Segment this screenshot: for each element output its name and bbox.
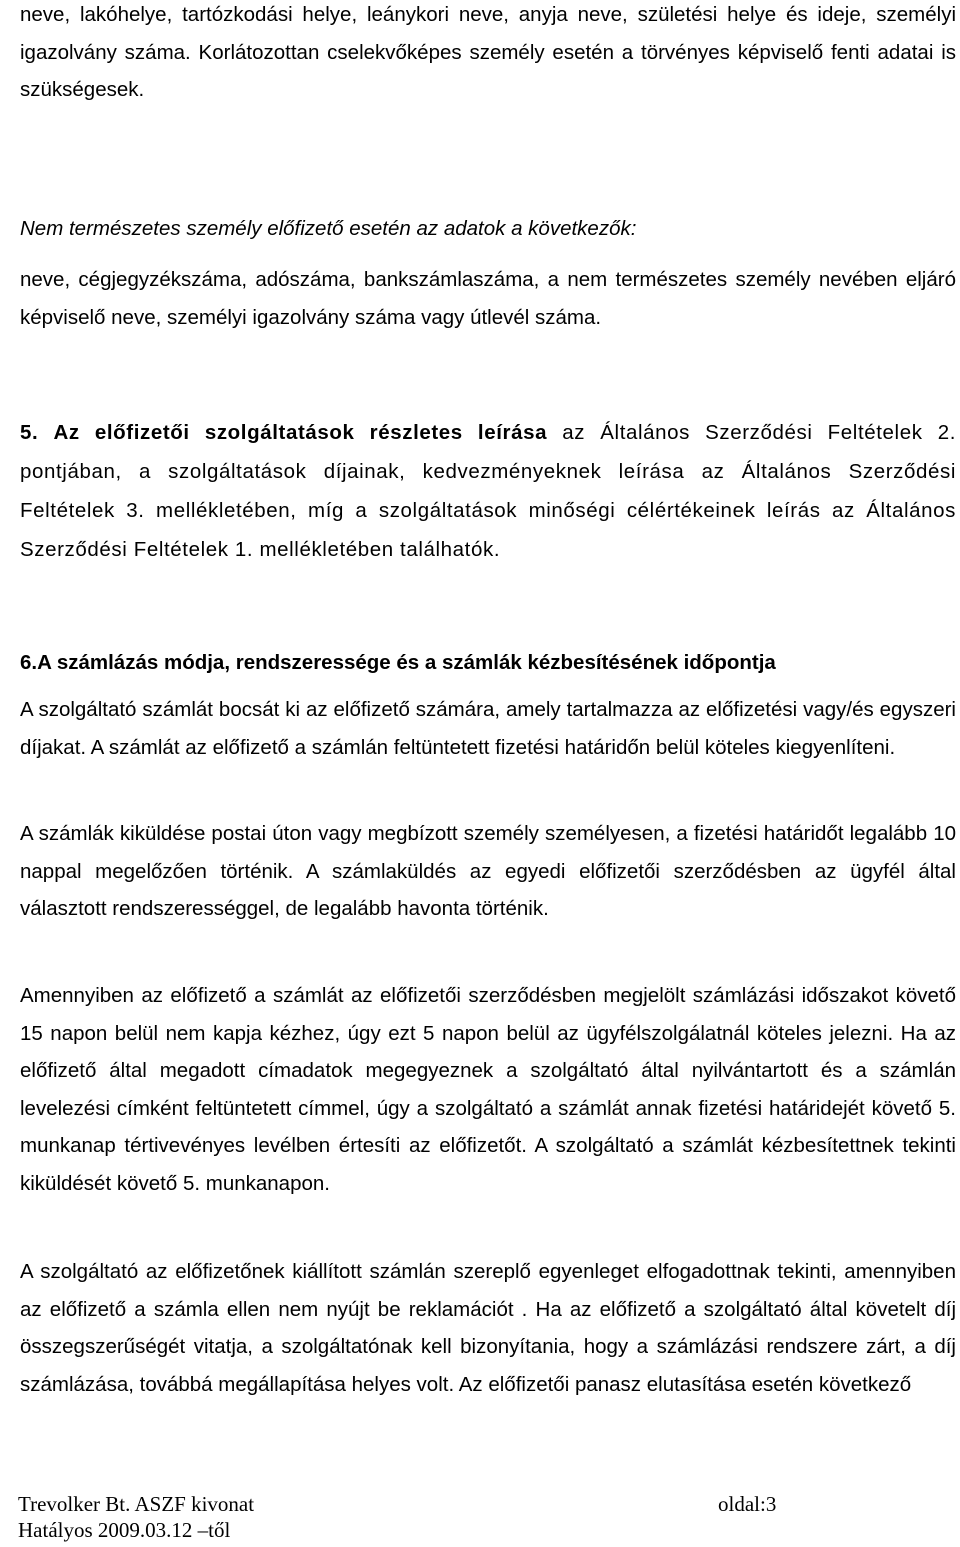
footer — [18, 1491, 778, 1543]
section-5-title: Az előfizetői szolgáltatások részletes leírása — [53, 421, 548, 444]
paragraph-personal-data: neve, lakóhelye, tartózkodási helye, leánykori neve, anyja neve, születési helye és ideje, személyi igazolvány száma. Korlátozottan cselekvőképes személy esetén a törvényes képviselő fenti adatai is szükségesek. — [20, 3, 956, 101]
section-6-paragraph-2: A számlák kiküldése postai úton vagy megbízott személy személyesen, a fizetési határidőt legalább 10 nappal megelőzően történik. A számlaküldés az egyedi előfizetői szerződésben az ügyfél által választott rendszerességgel, de legalább havonta történik. — [20, 822, 956, 920]
footer-page-number: oldal:3 — [718, 1492, 777, 1516]
section-6-paragraph-1: A szolgáltató számlát bocsát ki az előfizető számára, amely tartalmazza az előfizetési vagy/és egyszeri díjakat. A számlát az előfizető a számlán feltüntetett fizetési határidőn belül köteles kiegyenlíteni. — [20, 698, 956, 759]
section-5-number: 5. — [20, 421, 39, 444]
footer-effective-date: Hatályos 2009.03.12 –től — [18, 1518, 231, 1542]
paragraph-nonnatural-heading: Nem természetes személy előfizető esetén az adatok a következők: — [20, 217, 637, 240]
section-6-paragraph-4: A szolgáltató az előfizetőnek kiállított számlán szereplő egyenleget elfogadottnak tekinti, amennyiben az előfizető a számla ellen nem nyújt be reklamációt . Ha az előfizető a szolgáltató által követelt díj összegszerűségét vitatja, a szolgáltatónak kell bizonyítania, hogy a számlázási rendszere zárt, a díj számlázása, továbbá megállapítása helyes volt. Az előfizetői panasz elutasítása esetén következő — [20, 1260, 956, 1396]
section-5-body: az Általános Szerződési Feltételek 2. pontjában, a szolgáltatások díjainak, kedvezményeknek leírása az Általános Szerződési Feltételek 3. mellékletében, míg a szolgáltatások minőségi célértékeinek leírás az Általános Szerződési Feltételek 1. mellékletében találhatók. — [20, 421, 957, 561]
paragraph-nonnatural-body: neve, cégjegyzékszáma, adószáma, bankszámlaszáma, a nem természetes személy nevében eljáró képviselő neve, személyi igazolvány száma vagy útlevél száma. — [20, 268, 956, 329]
section-5 — [20, 413, 956, 569]
section-6-heading: 6.A számlázás módja, rendszeressége és a számlák kézbesítésének időpontja — [20, 651, 776, 674]
footer-company: Trevolker Bt. ASZF kivonat — [18, 1492, 255, 1516]
section-6-paragraph-3: Amennyiben az előfizető a számlát az előfizetői szerződésben megjelölt számlázási időszakot követő 15 napon belül nem kapja kézhez, úgy ezt 5 napon belül az ügyfélszolgálatnál köteles jelezni. Ha az előfizető által megadott címadatok megegyeznek a szolgáltató által nyilvántartott és a számlán levelezési címként feltüntetett címmel, úgy a szolgáltató a számlát annak fizetési határidejét követő 5. munkanap tértivevényes levélben értesíti az előfizetőt. A szolgáltató a számlát kézbesítettnek tekinti kiküldését követő 5. munkanapon. — [20, 984, 956, 1195]
